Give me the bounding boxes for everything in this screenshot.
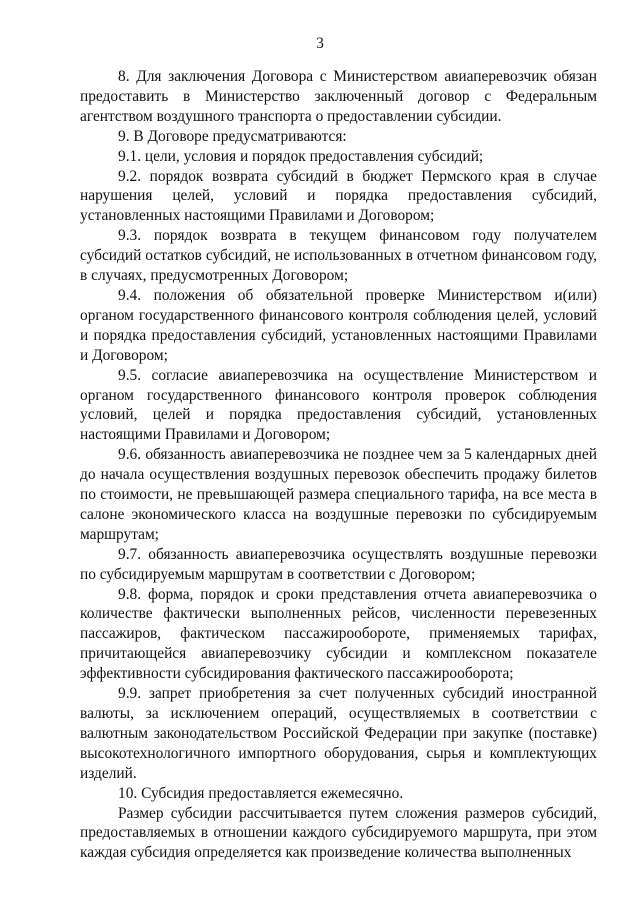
paragraph-9-5: 9.5. согласие авиаперевозчика на осуществление Министерством и органом государственного финансового контроля проверок соблюдения условий, целей и порядка предоставления субсидий, установленных настоящими Правилами и Договором; bbox=[80, 366, 597, 444]
document-body bbox=[80, 67, 597, 863]
paragraph-9-8: 9.8. форма, порядок и сроки представления отчета авиаперевозчика о количестве фактически выполненных рейсов, численности перевезенных пассажиров, фактическом пассажирообороте, применяемых тарифах, причитающейся авиаперевозчику субсидии и комплексном показателе эффективности субсидирования фактического пассажирооборота; bbox=[80, 585, 597, 683]
paragraph-9-9: 9.9. запрет приобретения за счет полученных субсидий иностранной валюты, за исключением операций, осуществляемых в соответствии с валютным законодательством Российской Федерации при закупке (поставке) высокотехнологичного импортного оборудования, сырья и комплектующих изделий. bbox=[80, 685, 597, 782]
paragraph-8: 8. Для заключения Договора с Министерством авиаперевозчик обязан предоставить в Министерство заключенный договор с Федеральным агентством воздушного транспорта о предоставлении субсидии. bbox=[80, 68, 597, 125]
paragraph-9-1: 9.1. цели, условия и порядок предоставления субсидий; bbox=[118, 147, 484, 165]
paragraph-10: 10. Субсидия предоставляется ежемесячно. bbox=[118, 784, 404, 802]
paragraph-9-6: 9.6. обязанность авиаперевозчика не позднее чем за 5 календарных дней до начала осуществления воздушных перевозок обеспечить продажу билетов по стоимости, не превышающей размера специального тарифа, на все места в салоне экономического класса на воздушные перевозки по субсидируемым маршрутам; bbox=[80, 446, 597, 543]
paragraph-9-4: 9.4. положения об обязательной проверке Министерством и(или) органом государственного финансового контроля соблюдения целей, условий и порядка предоставления субсидий, установленных настоящими Правилами и Договором; bbox=[80, 286, 597, 364]
paragraph-9-7: 9.7. обязанность авиаперевозчика осуществлять воздушные перевозки по субсидируемым маршрутам в соответствии с Договором; bbox=[80, 545, 597, 583]
page-number: 3 bbox=[316, 35, 324, 52]
paragraph-9-3: 9.3. порядок возврата в текущем финансовом году получателем субсидий остатков субсидий, не использованных в отчетном финансовом году, в случаях, предусмотренных Договором; bbox=[80, 227, 597, 285]
paragraph-9-2: 9.2. порядок возврата субсидий в бюджет Пермского края в случае нарушения целей, условий и порядка предоставления субсидий, установленных настоящими Правилами и Договором; bbox=[80, 167, 597, 225]
paragraph-9: 9. В Договоре предусматриваются: bbox=[118, 127, 347, 145]
paragraph-subsidy-size: Размер субсидии рассчитывается путем сложения размеров субсидий, предоставляемых в отношении каждого субсидируемого маршрута, при этом каждая субсидия определяется как произведение количества выполненных bbox=[80, 804, 597, 862]
